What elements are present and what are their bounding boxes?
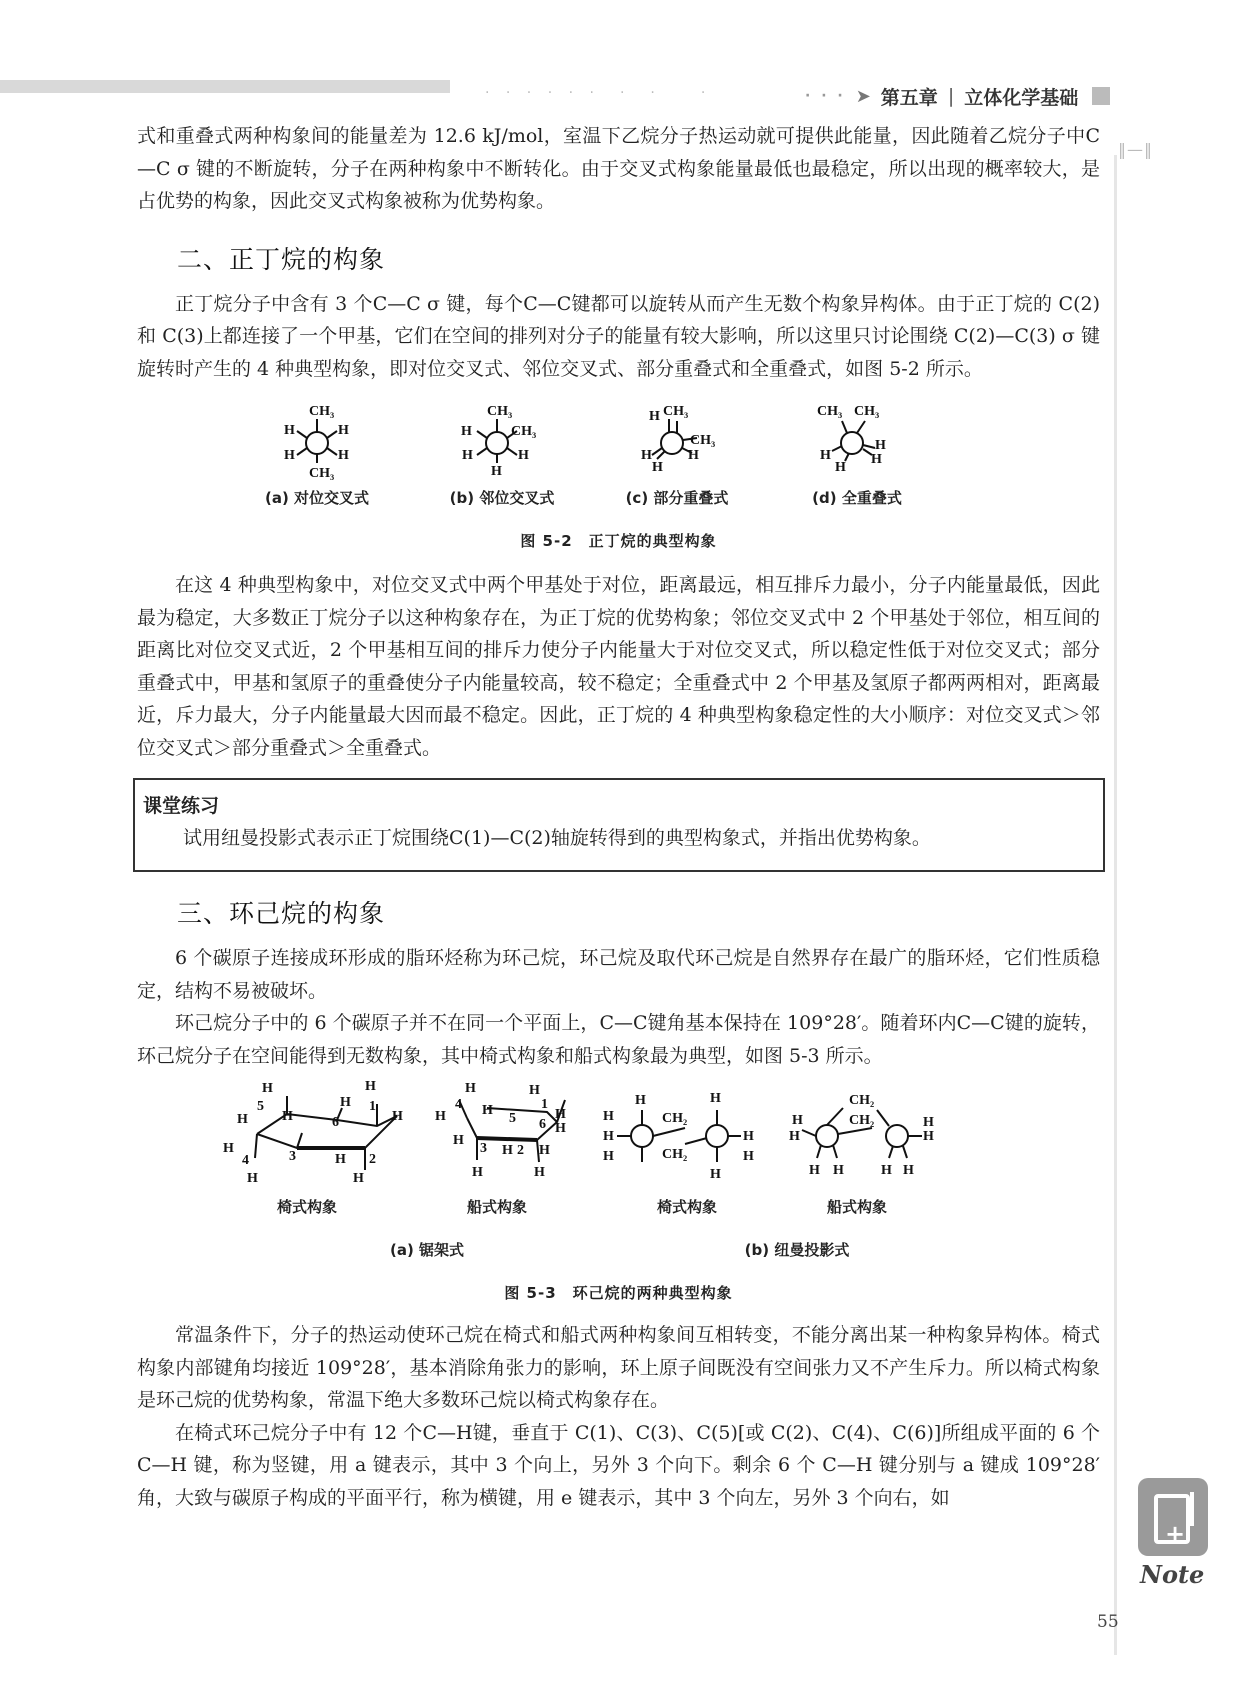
atom-label: H xyxy=(652,460,663,475)
atom-label: CH₃ xyxy=(309,466,335,481)
paragraph: 环己烷分子中的 6 个碳原子并不在同一个平面上，C—C键角基本保持在 109°28′。随着环内C—C键的旋转，环己烷分子在空间能得到无数构象，其中椅式构象和船式构象最为典型，如图 5-3 所示。 xyxy=(137,1012,1100,1067)
atom-label: H xyxy=(247,1171,258,1186)
paragraph: 在这 4 种典型构象中，对位交叉式中两个甲基处于对位，距离最远，相互排斥力最小，分子内能量最低，因此最为稳定，大多数正丁烷分子以这种构象存在，为正丁烷的优势构象；邻位交叉式中 2 个甲基处于邻位，相互间的距离比对位交叉式近，2 个甲基相互间的排斥力使分子内能量大于对位交叉式，所以稳定性低于对位交叉式；部分重叠式中，甲基和氢原子的重叠使分子内能量较高，较不稳定；全重叠式中 2 个甲基及氢原子都两两相对，距离最近，斥力最大，分子内能量最大因而最不稳定。因此，正丁烷的 4 种典型构象稳定性的大小顺序：对位交叉式＞邻位交叉式＞部分重叠式＞全重叠式。 xyxy=(137,574,1100,759)
section-heading: 三、环己烷的构象 xyxy=(177,899,386,928)
figure-subcaption: (c) 部分重叠式 xyxy=(625,489,729,507)
atom-label: CH₃ xyxy=(663,404,689,419)
atom-label: 5 xyxy=(257,1099,264,1114)
figure-subcaption: 椅式构象 xyxy=(276,1198,337,1216)
figure-subcaption: (b) 邻位交叉式 xyxy=(449,489,555,507)
atom-label: H xyxy=(635,1093,646,1108)
atom-label: H xyxy=(284,423,295,438)
atom-label: CH₂ xyxy=(662,1111,688,1126)
plus-icon: + xyxy=(1165,1520,1186,1548)
figure-caption: 图 5-2 正丁烷的典型构象 xyxy=(520,532,717,550)
atom-label: H xyxy=(502,1143,513,1158)
atom-label: H xyxy=(603,1129,614,1144)
chapter-label: 第五章 xyxy=(880,86,938,109)
figure-5-2 xyxy=(137,393,1100,551)
atom-label: 3 xyxy=(289,1149,296,1164)
atom-label: H xyxy=(472,1165,483,1180)
figure-5-3 xyxy=(137,1078,1100,1303)
figure-subcaption: (d) 全重叠式 xyxy=(812,489,902,507)
figure-subcaption: (a) 对位交叉式 xyxy=(264,489,370,507)
atom-label: CH₂ xyxy=(849,1113,875,1128)
figure-subcaption: 椅式构象 xyxy=(656,1198,717,1216)
note-icon xyxy=(1138,1478,1208,1556)
atom-label: H xyxy=(871,452,882,467)
note-bar xyxy=(1190,1492,1194,1526)
cyclohexane-conformations xyxy=(137,1078,1100,1190)
atom-label: CH₃ xyxy=(511,424,537,439)
note-label: Note xyxy=(1140,1560,1205,1589)
atom-label: H xyxy=(649,409,660,424)
paragraph: 在椅式环己烷分子中有 12 个C—H键，垂直于 C(1)、C(3)、C(5)[或 C(2)、C(4)、C(6)]所组成平面的 6 个 C—H 键，称为竖键，用 a 键表示，其中 3 个向上，另外 3 个向下。剩余 6 个 C—H 键分别与 a 键成 109°28′角，大致与碳原子构成的平面平行，称为横键，用 e 键表示，其中 3 个向左，另外 3 个向右，如 xyxy=(137,1421,1100,1509)
figure-subcaption: 船式构象 xyxy=(466,1198,527,1216)
header-decor-bar xyxy=(0,80,450,93)
atom-label: 1 xyxy=(541,1097,548,1112)
atom-label: H xyxy=(743,1129,754,1144)
atom-label: H xyxy=(923,1115,934,1130)
atom-label: H xyxy=(820,448,831,463)
paragraph: 6 个碳原子连接成环形成的脂环烃称为环己烷，环己烷及取代环己烷是自然界存在最广的脂环烃，它们性质稳定，结构不易被破坏。 xyxy=(137,947,1100,1002)
atom-label: CH₃ xyxy=(690,433,716,448)
atom-label: H xyxy=(603,1149,614,1164)
atom-label: 1 xyxy=(369,1099,376,1114)
dots-decor: · · · xyxy=(805,88,846,104)
atom-label: H xyxy=(881,1163,892,1178)
atom-label: 6 xyxy=(539,1117,546,1132)
atom-label: H xyxy=(465,1081,476,1096)
atom-label: 6 xyxy=(332,1115,339,1130)
figure-caption: 图 5-3 环己烷的两种典型构象 xyxy=(504,1284,733,1302)
figure-subcaption: 船式构象 xyxy=(826,1198,887,1216)
arrow-icon: ➤ xyxy=(855,85,871,107)
atom-label: H xyxy=(284,448,295,463)
exercise-title: 课堂练习 xyxy=(143,795,220,817)
atom-label: H xyxy=(743,1149,754,1164)
exercise-box xyxy=(133,778,1105,872)
atom-label: H xyxy=(903,1163,914,1178)
butane-newman-projections xyxy=(137,393,1100,485)
atom-label: H xyxy=(482,1103,493,1118)
atom-label: H xyxy=(603,1109,614,1124)
atom-label: H xyxy=(539,1143,550,1158)
atom-label: H xyxy=(789,1129,800,1144)
atom-label: H xyxy=(534,1165,545,1180)
atom-label: CH₃ xyxy=(817,404,843,419)
atom-label: 2 xyxy=(369,1152,376,1167)
atom-label: H xyxy=(365,1079,376,1094)
atom-label: H xyxy=(491,464,502,479)
chapter-title: 立体化学基础 xyxy=(964,86,1079,109)
atom-label: H xyxy=(923,1129,934,1144)
header-decor-dots: · · · · · · · · · xyxy=(485,85,712,101)
header-separator: | xyxy=(947,85,955,107)
atom-label: 4 xyxy=(455,1097,462,1112)
margin-tab-decor: ‖—‖ xyxy=(1118,140,1153,159)
atom-label: H xyxy=(262,1081,273,1096)
atom-label: H xyxy=(833,1163,844,1178)
atom-label: H xyxy=(237,1112,248,1127)
atom-label: CH₃ xyxy=(487,404,513,419)
paragraph: 常温条件下，分子的热运动使环己烷在椅式和船式两种构象间互相转变，不能分离出某一种构象异构体。椅式构象内部键角均接近 109°28′，基本消除角张力的影响，环上原子间既没有空间张力又不产生斥力。所以椅式构象是环己烷的优势构象，常温下绝大多数环己烷以椅式构象存在。 xyxy=(137,1324,1100,1411)
atom-label: H xyxy=(835,460,846,475)
atom-label: 3 xyxy=(480,1141,487,1156)
paragraph: 正丁烷分子中含有 3 个C—C σ 键，每个C—C键都可以旋转从而产生无数个构象异构体。由于正丁烷的 C(2)和 C(3)上都连接了一个甲基，它们在空间的排列对分子的能量有较大影响，所以这里只讨论围绕 C(2)—C(3) σ 键旋转时产生的 4 种典型构象，即对位交叉式、邻位交叉式、部分重叠式和全重叠式，如图 5-2 所示。 xyxy=(137,292,1100,380)
atom-label: H xyxy=(435,1109,446,1124)
atom-label: CH₃ xyxy=(854,404,880,419)
atom-label: H xyxy=(688,448,699,463)
atom-label: 5 xyxy=(509,1111,516,1126)
atom-label: H xyxy=(338,448,349,463)
figure-group-caption: (b) 纽曼投影式 xyxy=(744,1241,850,1259)
margin-rule xyxy=(1114,155,1117,1655)
atom-label: 2 xyxy=(517,1143,524,1158)
figure-group-caption: (a) 锯架式 xyxy=(389,1241,465,1259)
atom-label: CH₂ xyxy=(662,1147,688,1162)
atom-label: H xyxy=(282,1109,293,1124)
atom-label: H xyxy=(353,1171,364,1186)
exercise-text: 试用纽曼投影式表示正丁烷围绕C(1)—C(2)轴旋转得到的典型构象式，并指出优势构象。 xyxy=(183,827,931,849)
atom-label: H xyxy=(710,1091,721,1106)
atom-label: H xyxy=(792,1113,803,1128)
paragraph: 式和重叠式两种构象间的能量差为 12.6 kJ/mol，室温下乙烷分子热运动就可提供此能量，因此随着乙烷分子中C—C σ 键的不断旋转，分子在两种构象中不断转化。由于交叉式构象能量最低也最稳定，所以出现的概率较大，是占优势的构象，因此交叉式构象被称为优势构象。 xyxy=(137,125,1100,212)
atom-label: H xyxy=(340,1095,351,1110)
atom-label: H xyxy=(223,1141,234,1156)
page-content xyxy=(137,120,1100,1514)
atom-label: H xyxy=(555,1107,566,1122)
section-heading: 二、正丁烷的构象 xyxy=(177,244,386,274)
square-icon xyxy=(1092,87,1110,105)
atom-label: H xyxy=(461,424,472,439)
atom-label: CH₂ xyxy=(849,1093,875,1108)
atom-label: H xyxy=(555,1121,566,1136)
atom-label: H xyxy=(453,1133,464,1148)
running-header xyxy=(805,80,1110,112)
atom-label: H xyxy=(335,1152,346,1167)
atom-label: H xyxy=(338,423,349,438)
atom-label: H xyxy=(641,448,652,463)
atom-label: CH₃ xyxy=(309,404,335,419)
atom-label: H xyxy=(518,448,529,463)
atom-label: H xyxy=(710,1167,721,1182)
atom-label: H xyxy=(529,1083,540,1098)
atom-label: H xyxy=(875,438,886,453)
atom-label: H xyxy=(462,448,473,463)
atom-label: H xyxy=(392,1109,403,1124)
atom-label: H xyxy=(809,1163,820,1178)
page-number: 55 xyxy=(1097,1612,1119,1632)
atom-label: 4 xyxy=(242,1153,249,1168)
